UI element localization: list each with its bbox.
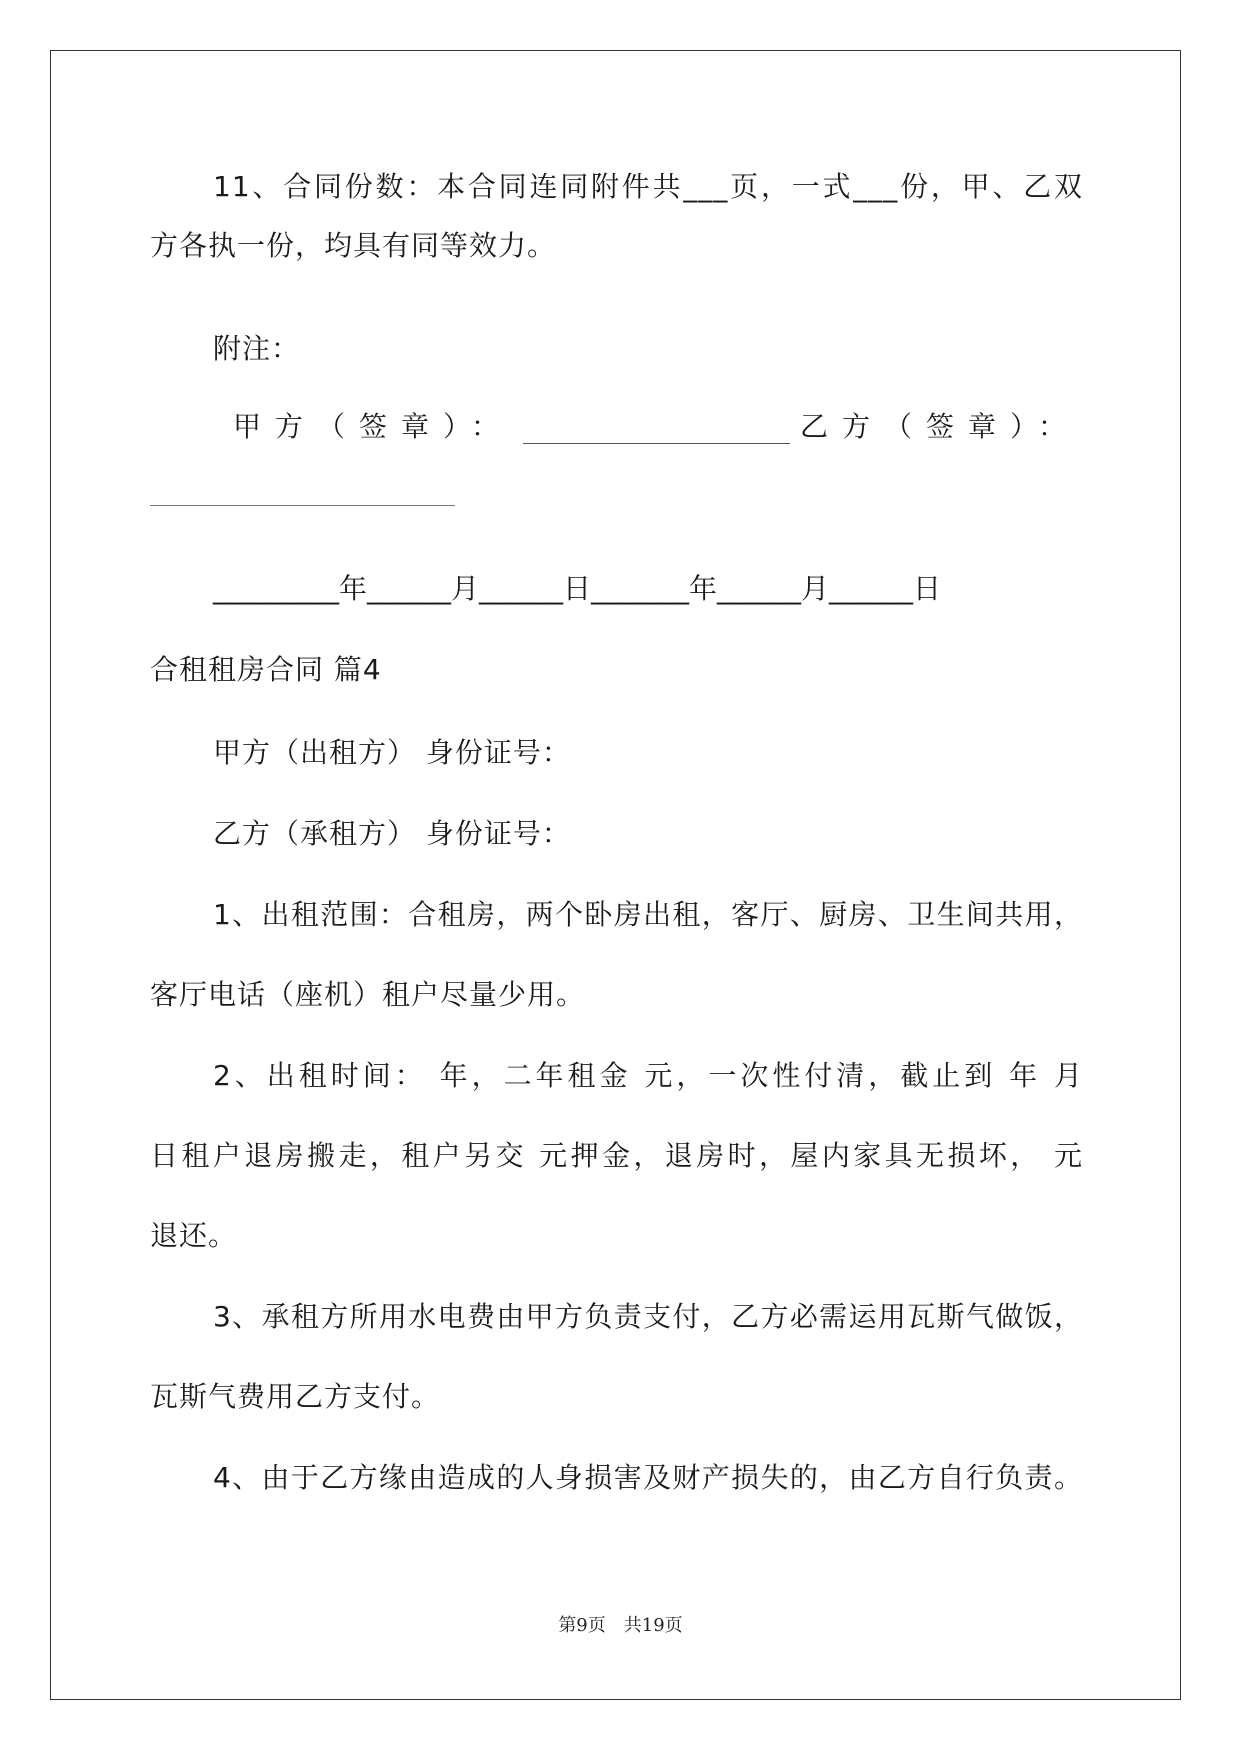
party-a-info: 甲方（出租方） 身份证号： — [213, 736, 571, 769]
party-a-signature-blank — [523, 423, 790, 444]
party-a-signature-label: 甲方（签章）： — [233, 410, 514, 443]
page-border — [50, 50, 1181, 1700]
signature-row — [150, 410, 1080, 444]
clause-2-line-2: 日租户退房搬走，租户另交 元押金，退房时，屋内家具无损坏， 元 — [150, 1139, 1083, 1172]
date-line: _________年______月______日_______年______月______日 — [213, 572, 942, 605]
page-number-footer: 第9页 共19页 — [558, 1615, 683, 1636]
clause-11-line-1: 11、合同份数：本合同连同附件共___页，一式___份，甲、乙双 — [213, 170, 1083, 203]
clause-1-line-1: 1、出租范围：合租房，两个卧房出租，客厅、厨房、卫生间共用， — [213, 898, 1083, 931]
section-title: 合租租房合同 篇4 — [150, 653, 382, 686]
clause-11-line-2: 方各执一份，均具有同等效力。 — [150, 229, 557, 262]
party-b-signature-blank — [150, 505, 455, 506]
clause-3-line-2: 瓦斯气费用乙方支付。 — [150, 1380, 441, 1413]
clause-1-line-2: 客厅电话（座机）租户尽量少用。 — [150, 978, 586, 1011]
party-b-info: 乙方（承租方） 身份证号： — [213, 817, 571, 850]
note-label: 附注： — [213, 332, 301, 365]
clause-4-line-1: 4、由于乙方缘由造成的人身损害及财产损失的，由乙方自行负责。 — [213, 1461, 1083, 1494]
clause-2-line-1: 2、出租时间： 年，二年租金 元，一次性付清，截止到 年 月 — [213, 1059, 1083, 1092]
clause-3-line-1: 3、承租方所用水电费由甲方负责支付，乙方必需运用瓦斯气做饭， — [213, 1300, 1083, 1333]
party-b-signature-label: 乙方（签章）： — [799, 410, 1080, 443]
clause-2-line-3: 退还。 — [150, 1219, 238, 1252]
